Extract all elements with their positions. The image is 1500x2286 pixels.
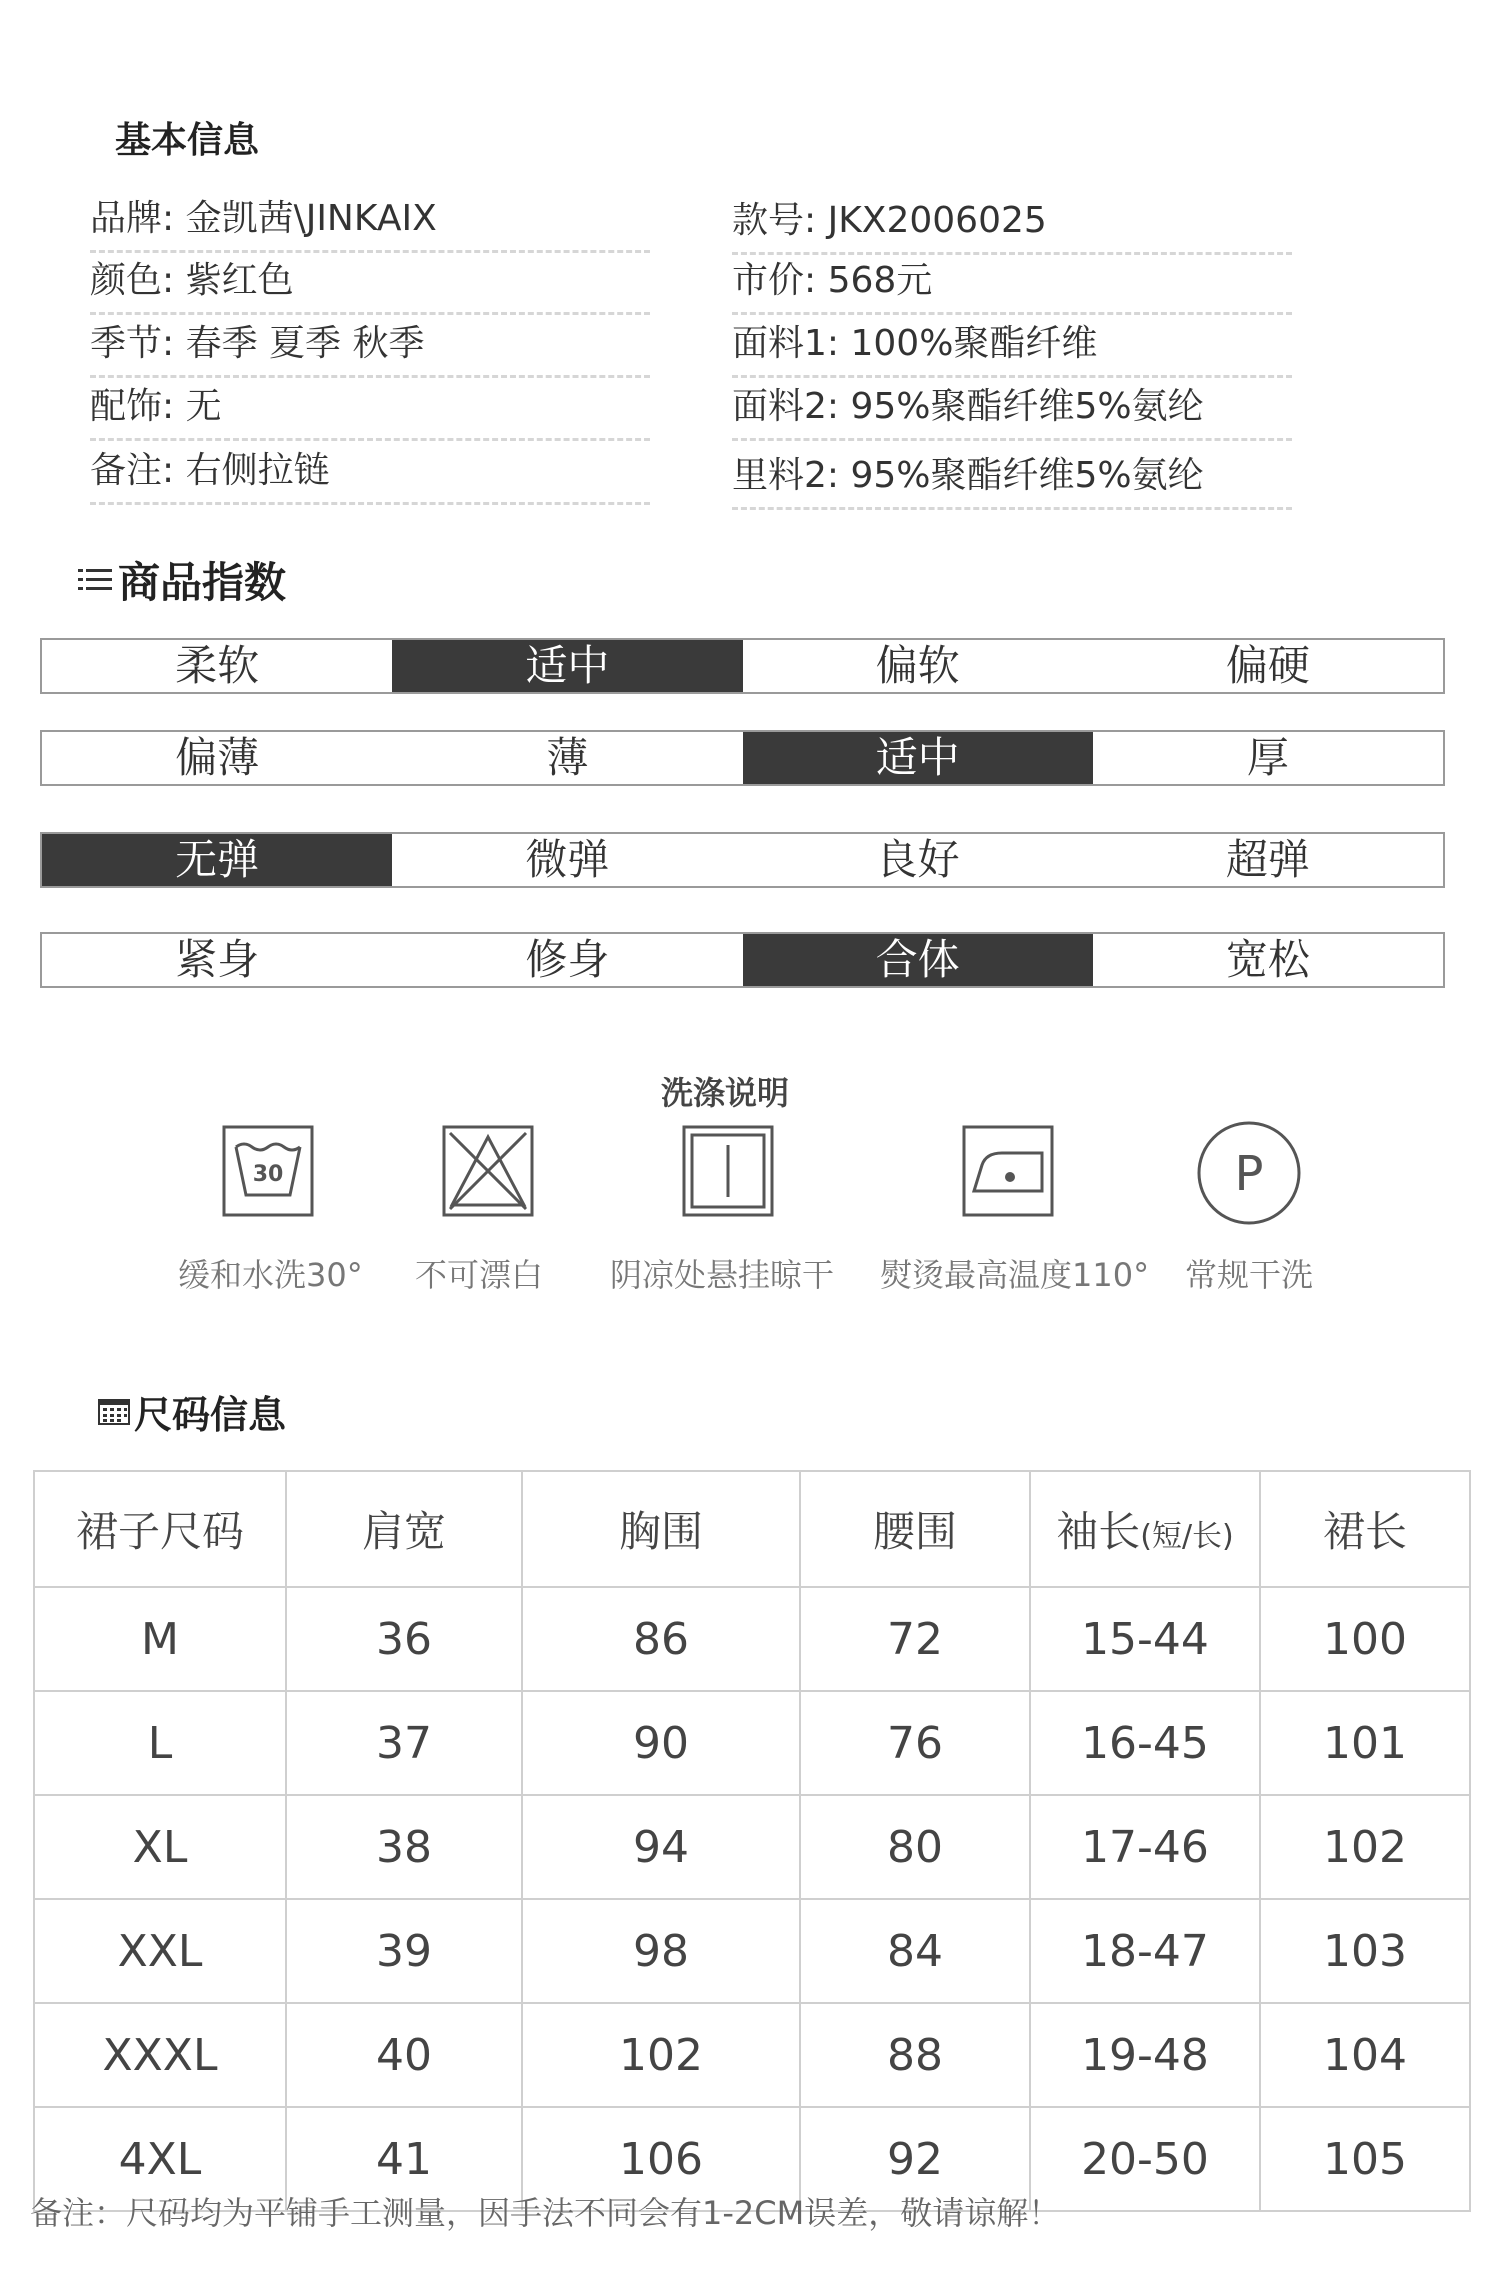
index-cell: 无弹 — [42, 834, 392, 886]
wash-temp-text: 30 — [252, 1162, 284, 1187]
table-cell: 40 — [286, 2003, 522, 2107]
no-bleach-icon — [442, 1125, 534, 1217]
index-bar-elasticity — [40, 832, 1445, 888]
wash-item-tub — [222, 1125, 314, 1217]
info-price: 市价: 568元 — [732, 250, 1292, 315]
calendar-icon — [98, 1397, 130, 1425]
wash-label-dry: 阴凉处悬挂晾干 — [610, 1256, 835, 1294]
table-cell: 72 — [800, 1587, 1030, 1691]
info-style-no: 款号: JKX2006025 — [732, 190, 1292, 255]
table-cell: L — [34, 1691, 286, 1795]
table-cell: 17-46 — [1030, 1795, 1260, 1899]
table-cell: 92 — [800, 2107, 1030, 2211]
wash-item-dryclean — [1196, 1120, 1302, 1226]
index-cell: 良好 — [875, 835, 960, 884]
index-cell: 宽松 — [1225, 935, 1310, 984]
size-table-body — [34, 1587, 1470, 2211]
table-cell: 4XL — [34, 2107, 286, 2211]
index-cell: 偏硬 — [1225, 641, 1310, 690]
info-lining: 里料2: 95%聚酯纤维5%氨纶 — [732, 445, 1292, 510]
table-cell: 105 — [1260, 2107, 1470, 2211]
table-cell: 18-47 — [1030, 1899, 1260, 2003]
table-cell: 76 — [800, 1691, 1030, 1795]
table-cell: 100 — [1260, 1587, 1470, 1691]
info-color: 颜色: 紫红色 — [90, 250, 650, 315]
index-cell: 紧身 — [175, 935, 260, 984]
table-cell: 16-45 — [1030, 1691, 1260, 1795]
size-header — [98, 1386, 286, 1436]
index-cell: 偏薄 — [175, 733, 260, 782]
iron-low-icon — [962, 1125, 1054, 1217]
index-cell: 偏软 — [875, 641, 960, 690]
line-dry-shade-icon — [682, 1125, 774, 1217]
list-icon — [78, 565, 112, 595]
table-cell: 104 — [1260, 2003, 1470, 2107]
table-row — [34, 2003, 1470, 2107]
index-header — [78, 555, 286, 605]
header-length: 裙长 — [1260, 1471, 1470, 1587]
index-cell: 适中 — [743, 732, 1093, 784]
index-bar-thickness — [40, 730, 1445, 786]
size-note: 备注：尺码均为平铺手工测量，因手法不同会有1-2CM误差，敬请谅解！ — [30, 2194, 1061, 2232]
size-table — [33, 1470, 1471, 2212]
index-bar-fit — [40, 932, 1445, 988]
table-cell: 106 — [522, 2107, 800, 2211]
wash-tub-30-icon — [222, 1125, 314, 1217]
header-sleeve-note: (短/长) — [1140, 1519, 1234, 1554]
wash-item-iron — [962, 1125, 1054, 1217]
table-cell: 84 — [800, 1899, 1030, 2003]
basic-info-title: 基本信息 — [115, 120, 260, 161]
index-cell: 柔软 — [175, 641, 260, 690]
index-cell: 合体 — [743, 934, 1093, 986]
index-cell: 适中 — [392, 640, 742, 692]
table-cell: 20-50 — [1030, 2107, 1260, 2211]
info-fabric1: 面料1: 100%聚酯纤维 — [732, 313, 1292, 378]
table-cell: 88 — [800, 2003, 1030, 2107]
table-cell: 15-44 — [1030, 1587, 1260, 1691]
header-shoulder: 肩宽 — [286, 1471, 522, 1587]
table-cell: M — [34, 1587, 286, 1691]
table-cell: 19-48 — [1030, 2003, 1260, 2107]
info-brand: 品牌: 金凯茜\JINKAIX — [90, 188, 650, 253]
table-cell: XXXL — [34, 2003, 286, 2107]
table-cell: 102 — [1260, 1795, 1470, 1899]
size-title: 尺码信息 — [134, 1392, 287, 1437]
dry-clean-letter: P — [1234, 1146, 1264, 1202]
index-cell: 超弹 — [1225, 835, 1310, 884]
index-cell: 厚 — [1246, 733, 1289, 782]
wash-label-iron: 熨烫最高温度110° — [880, 1256, 1150, 1294]
size-table-header-row — [34, 1471, 1470, 1587]
index-cell: 修身 — [525, 935, 610, 984]
index-cell: 微弹 — [525, 835, 610, 884]
index-title: 商品指数 — [118, 558, 287, 607]
table-cell: 39 — [286, 1899, 522, 2003]
wash-item-bleach — [442, 1125, 534, 1217]
table-cell: 103 — [1260, 1899, 1470, 2003]
table-cell: 37 — [286, 1691, 522, 1795]
table-cell: 80 — [800, 1795, 1030, 1899]
table-cell: 98 — [522, 1899, 800, 2003]
table-cell: 38 — [286, 1795, 522, 1899]
table-cell: XL — [34, 1795, 286, 1899]
table-cell: 36 — [286, 1587, 522, 1691]
table-cell: 41 — [286, 2107, 522, 2211]
table-row — [34, 1795, 1470, 1899]
table-row — [34, 1899, 1470, 2003]
table-row — [34, 1587, 1470, 1691]
dry-clean-p-icon — [1196, 1120, 1302, 1226]
info-fabric2: 面料2: 95%聚酯纤维5%氨纶 — [732, 376, 1292, 441]
header-sleeve — [1030, 1471, 1260, 1587]
wash-item-dry — [682, 1125, 774, 1217]
wash-title: 洗涤说明 — [660, 1074, 789, 1112]
table-cell: 101 — [1260, 1691, 1470, 1795]
wash-label-dryclean: 常规干洗 — [1185, 1256, 1314, 1294]
table-cell: XXL — [34, 1899, 286, 2003]
header-sleeve-label: 袖长 — [1056, 1507, 1141, 1556]
wash-label-tub: 缓和水洗30° — [178, 1256, 363, 1294]
info-accessory: 配饰: 无 — [90, 376, 650, 441]
table-row — [34, 1691, 1470, 1795]
info-remark: 备注: 右侧拉链 — [90, 440, 650, 505]
table-cell: 90 — [522, 1691, 800, 1795]
table-cell: 102 — [522, 2003, 800, 2107]
wash-label-bleach: 不可漂白 — [415, 1256, 544, 1294]
header-bust: 胸围 — [522, 1471, 800, 1587]
index-bar-softness — [40, 638, 1445, 694]
info-season: 季节: 春季 夏季 秋季 — [90, 313, 650, 378]
header-size: 裙子尺码 — [34, 1471, 286, 1587]
index-cell: 薄 — [546, 733, 589, 782]
table-cell: 94 — [522, 1795, 800, 1899]
header-waist: 腰围 — [800, 1471, 1030, 1587]
table-cell: 86 — [522, 1587, 800, 1691]
